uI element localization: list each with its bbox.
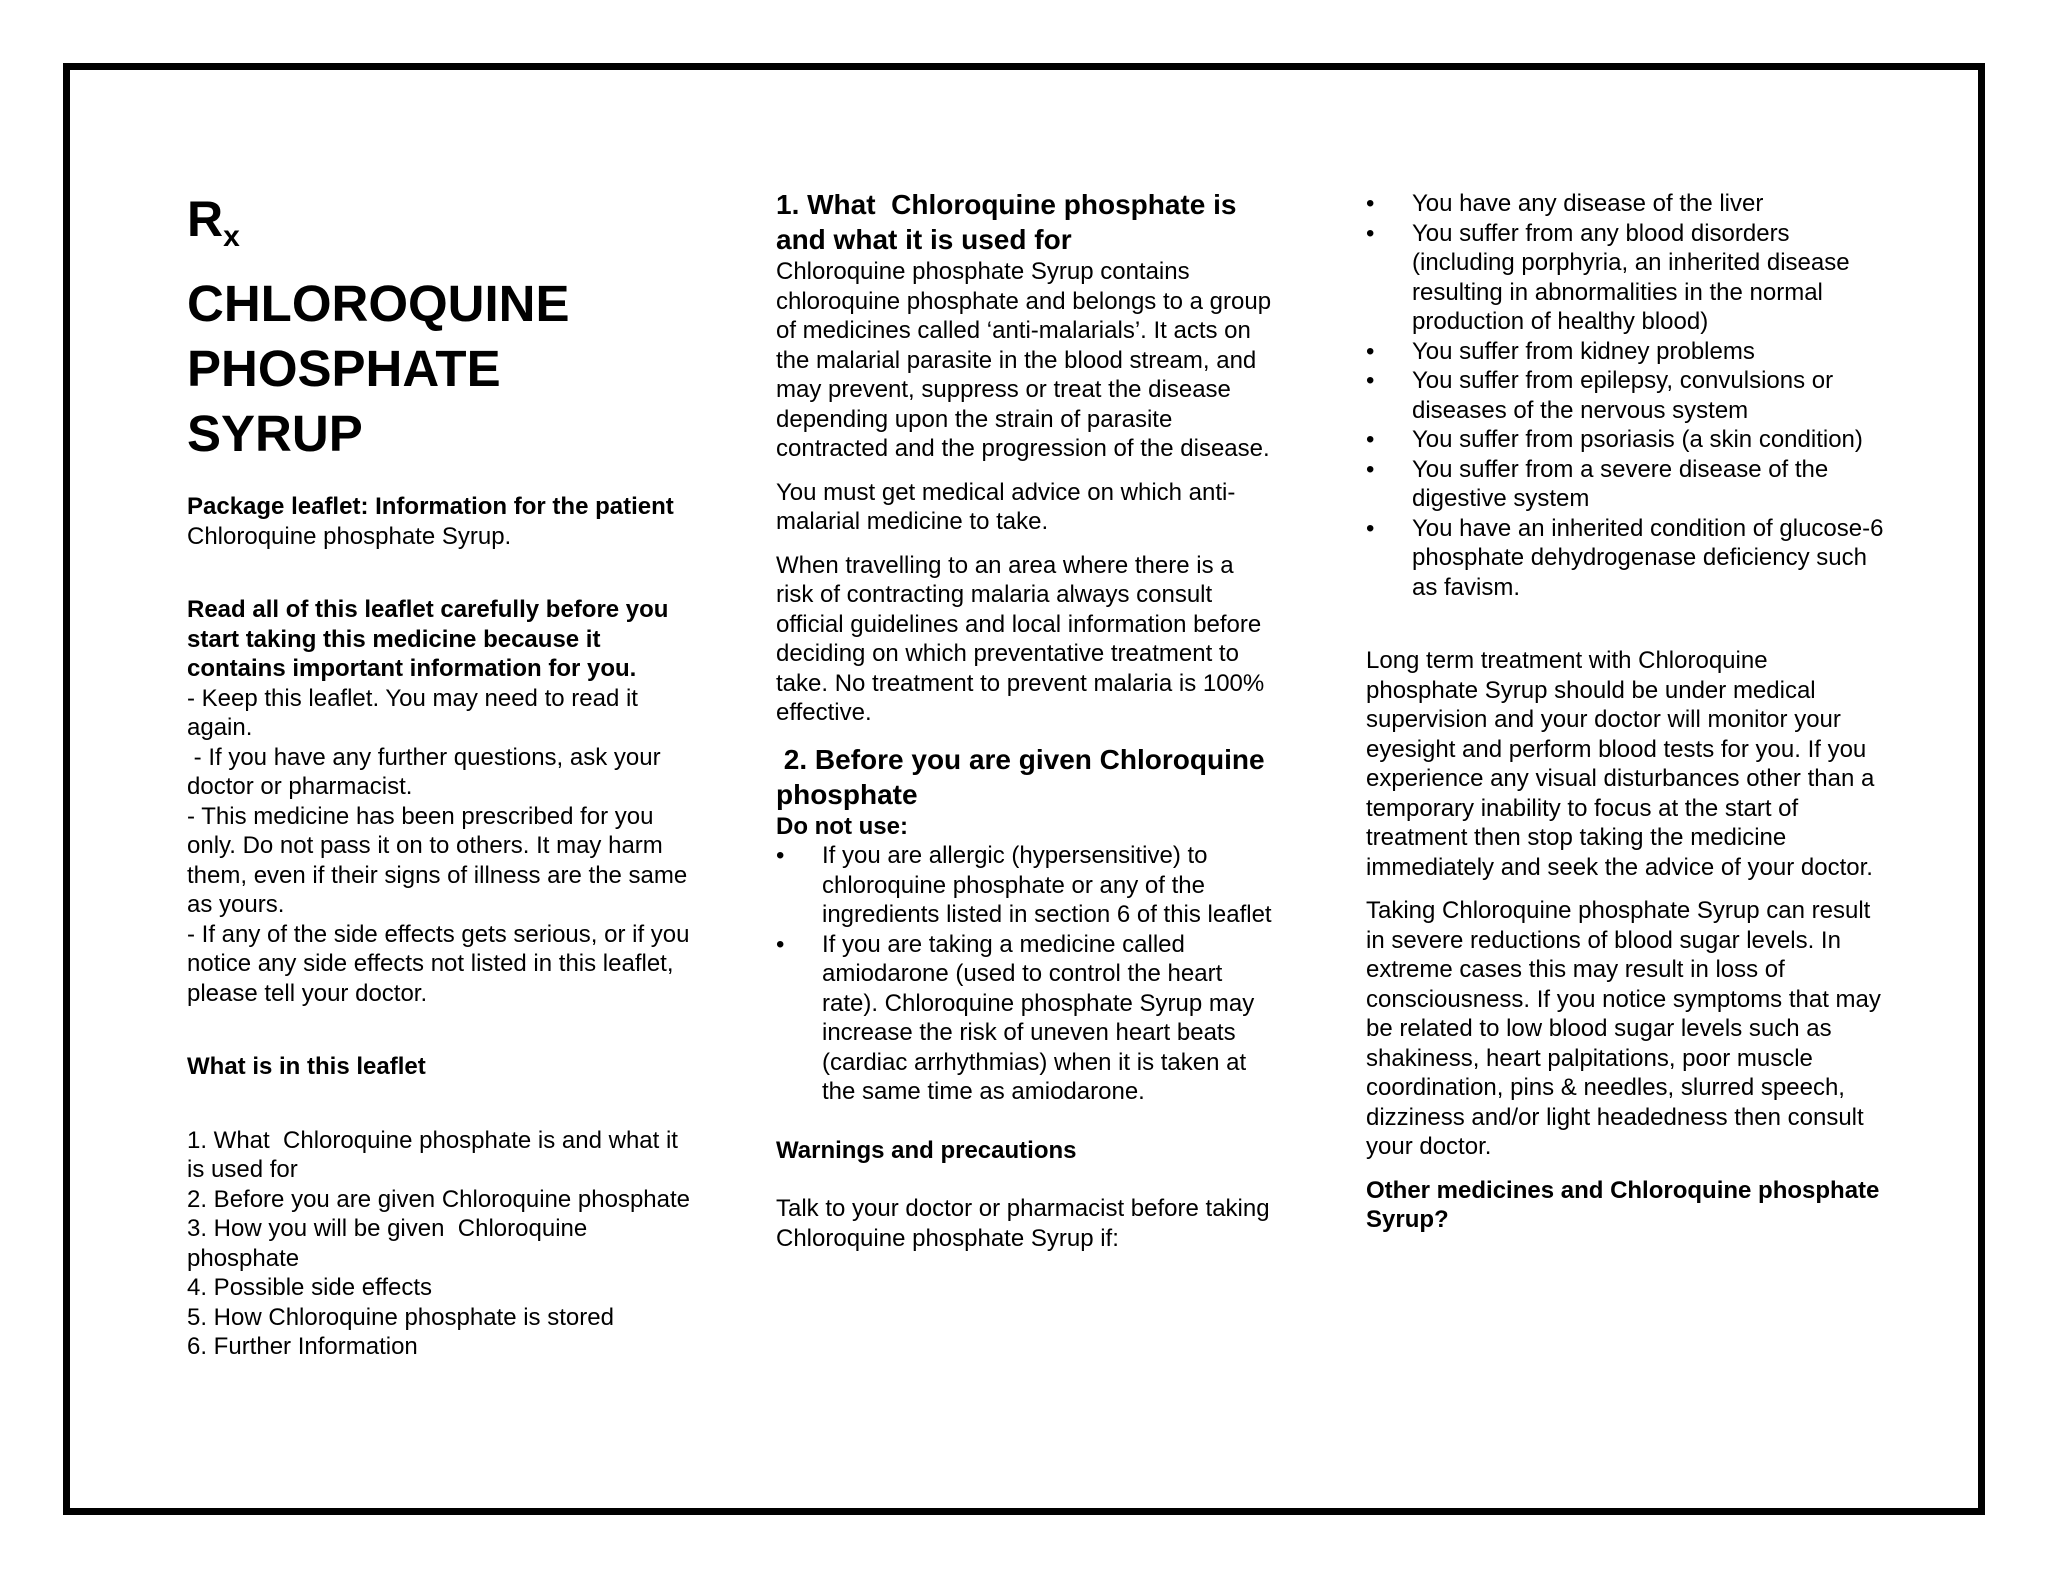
toc-item: 6. Further Information [187,1333,418,1360]
column-middle [776,187,1276,1253]
toc-list [187,1126,697,1362]
list-item: • You suffer from kidney problems [1366,337,1886,367]
toc-item: 1. What Chloroquine phosphate is and what it is used for [187,1126,685,1183]
read-point: - This medicine has been prescribed for you only. Do not pass it on to others. It may harm them, even if their signs of illness are the same as yours. [187,802,688,918]
list-item: • You suffer from psoriasis (a skin condition) [1366,425,1886,455]
list-item: • If you are taking a medicine called amiodarone (used to control the heart rate). Chloroquine phosphate Syrup may increase the risk of uneven heart beats (cardiac arrhythmias) when it is taken at the same time as amiodarone. [776,930,1276,1107]
do-not-use-list [776,841,1276,1107]
blood-sugar-paragraph: Taking Chloroquine phosphate Syrup can result in severe reductions of blood sugar levels. In extreme cases this may result in loss of consciousness. If you notice symptoms that may be related to low blood sugar levels such as shakiness, heart palpitations, poor muscle coordination, pins & needles, slurred speech, dizziness and/or light headedness then consult your doctor. [1366,897,1881,1160]
long-term-paragraph: Long term treatment with Chloroquine phosphate Syrup should be under medical supervision and your doctor will monitor your eyesight and perform blood tests for you. If you experience any visual disturbances other than a temporary inability to focus at the start of treatment then stop taking the medicine immediately and seek the advice of your doctor. [1366,647,1875,881]
rx-symbol [187,191,697,265]
column-left [187,187,697,1362]
product-title-line: PHOSPHATE [187,340,501,397]
product-title-line: CHLOROQUINE [187,275,570,332]
read-point: - If you have any further questions, ask your doctor or pharmacist. [187,743,668,800]
list-item: • You suffer from any blood disorders (including porphyria, an inherited disease resulting in abnormalities in the normal production of healthy blood) [1366,219,1886,337]
rx-subscript: x [223,220,240,253]
section-1-paragraph: You must get medical advice on which anti-malarial medicine to take. [776,478,1236,535]
warnings-intro: Talk to your doctor or pharmacist before taking Chloroquine phosphate Syrup if: [776,1195,1270,1252]
product-title [187,271,697,466]
warnings-heading: Warnings and precautions [776,1136,1077,1164]
warnings-list [1366,189,1886,602]
toc-item: 5. How Chloroquine phosphate is stored [187,1303,614,1331]
read-warning: Read all of this leaflet carefully before you start taking this medicine because it contains important information for you. [187,596,669,682]
read-point: - If any of the side effects gets serious, or if you notice any side effects not listed in this leaflet, please tell your doctor. [187,920,690,1007]
leaflet-heading: Package leaflet: Information for the patient [187,493,674,520]
toc-item: 3. How you will be given Chloroquine phosphate [187,1215,594,1272]
section-1-heading: 1. What Chloroquine phosphate is and what it is used for [776,189,1245,255]
list-item: • You suffer from a severe disease of the digestive system [1366,455,1886,514]
section-1-paragraph: Chloroquine phosphate Syrup contains chloroquine phosphate and belongs to a group of medicines called ‘anti-malarials’. It acts on the malarial parasite in the blood stream, and may prevent, suppress or treat the disease depending upon the strain of parasite contracted and the progression of the disease. [776,258,1272,462]
leaflet-subheading: Chloroquine phosphate Syrup. [187,522,512,550]
product-title-line: SYRUP [187,405,363,462]
list-item: • If you are allergic (hypersensitive) to chloroquine phosphate or any of the ingredients listed in section 6 of this leaflet [776,841,1276,930]
column-right [1366,187,1886,1235]
list-item: • You suffer from epilepsy, convulsions or diseases of the nervous system [1366,366,1886,425]
read-point: - Keep this leaflet. You may need to read it again. [187,684,638,741]
section-1-paragraph: When travelling to an area where there is a risk of contracting malaria always consult official guidelines and local information before deciding on which preventative treatment to take. No treatment to prevent malaria is 100% effective. [776,551,1265,726]
list-item: • You have any disease of the liver [1366,189,1886,219]
other-medicines-heading: Other medicines and Chloroquine phosphate Syrup? [1366,1176,1880,1233]
toc-heading: What is in this leaflet [187,1053,426,1080]
list-item: • You have an inherited condition of glucose-6 phosphate dehydrogenase deficiency such as favism. [1366,514,1886,603]
section-2-heading: 2. Before you are given Chloroquine phosphate [776,743,1273,810]
rx-letter: R [187,191,224,247]
toc-item: 4. Possible side effects [187,1274,433,1301]
toc-item: 2. Before you are given Chloroquine phosphate [187,1185,691,1213]
do-not-use-heading: Do not use: [776,812,908,840]
